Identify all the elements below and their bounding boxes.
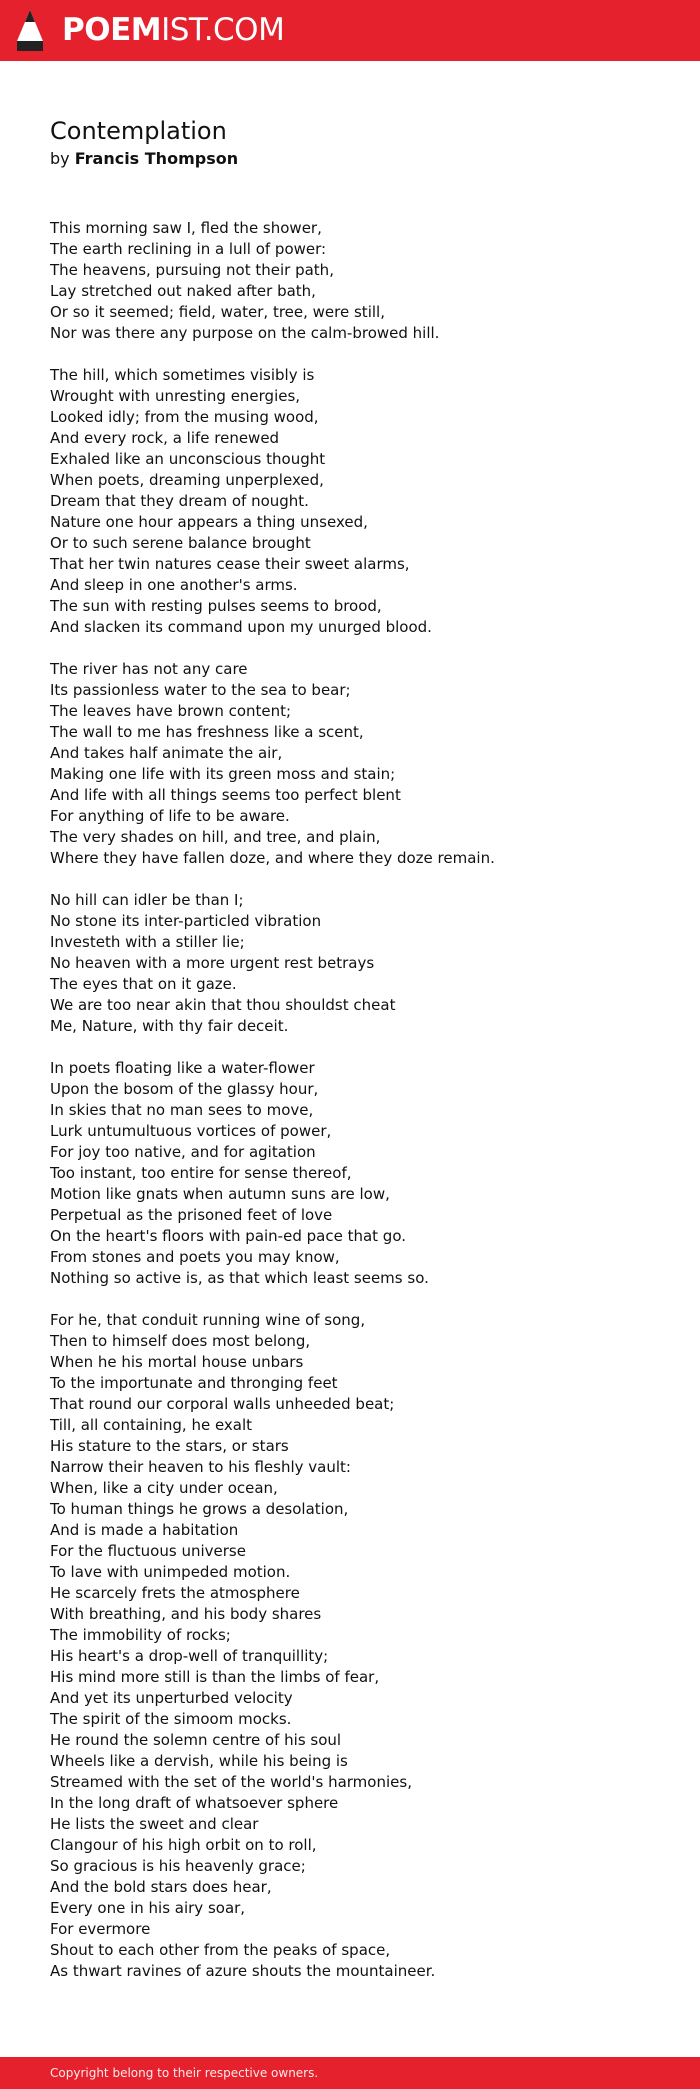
poem-line: Exhaled like an unconscious thought	[50, 450, 326, 468]
site-logo[interactable]	[62, 12, 285, 48]
poem-line: The sun with resting pulses seems to brood,	[50, 597, 382, 615]
poem-line: Upon the bosom of the glassy hour,	[50, 1080, 319, 1098]
poem-line: And the bold stars does hear,	[50, 1878, 272, 1896]
poem-line: When he his mortal house unbars	[50, 1353, 304, 1371]
poem-line: Then to himself does most belong,	[50, 1332, 311, 1350]
poem-line: For joy too native, and for agitation	[50, 1143, 316, 1161]
poem-line: To lave with unimpeded motion.	[50, 1563, 291, 1581]
poem-line: He scarcely frets the atmosphere	[50, 1584, 300, 1602]
poem-line: Perpetual as the prisoned feet of love	[50, 1206, 333, 1224]
poem-line: For anything of life to be aware.	[50, 807, 290, 825]
poem-line: From stones and poets you may know,	[50, 1248, 340, 1266]
logo-bold-text: POEM	[62, 12, 162, 48]
poem-line: As thwart ravines of azure shouts the mountaineer.	[50, 1962, 436, 1980]
poem-line: And takes half animate the air,	[50, 744, 283, 762]
poem-body	[50, 218, 670, 2003]
poem-stanza	[50, 365, 670, 638]
poem-line: And every rock, a life renewed	[50, 429, 280, 447]
poem-line: Or so it seemed; field, water, tree, were still,	[50, 303, 385, 321]
poem-line: And yet its unperturbed velocity	[50, 1689, 293, 1707]
poem-line: No heaven with a more urgent rest betrays	[50, 954, 375, 972]
poem-line: No hill can idler be than I;	[50, 891, 244, 909]
by-label: by	[50, 149, 70, 168]
poem-line: Nor was there any purpose on the calm-browed hill.	[50, 324, 440, 342]
poem-stanza	[50, 1310, 670, 1982]
poem-line: When, like a city under ocean,	[50, 1479, 278, 1497]
poem-line: Wrought with unresting energies,	[50, 387, 301, 405]
poem-line: Clangour of his high orbit on to roll,	[50, 1836, 317, 1854]
poem-line: His stature to the stars, or stars	[50, 1437, 289, 1455]
poem-line: Nothing so active is, as that which least seems so.	[50, 1269, 429, 1287]
poem-line: Making one life with its green moss and stain;	[50, 765, 396, 783]
poem-line: Every one in his airy soar,	[50, 1899, 246, 1917]
poem-line: Investeth with a stiller lie;	[50, 933, 245, 951]
poem-line: The spirit of the simoom mocks.	[50, 1710, 292, 1728]
poem-line: The wall to me has freshness like a scent,	[50, 723, 364, 741]
poem-line: Narrow their heaven to his fleshly vault:	[50, 1458, 351, 1476]
poem-stanza	[50, 1058, 670, 1289]
poem-line: And sleep in one another's arms.	[50, 576, 298, 594]
poem-line: Shout to each other from the peaks of space,	[50, 1941, 391, 1959]
poem-line: That round our corporal walls unheeded beat;	[50, 1395, 395, 1413]
poem-line: In skies that no man sees to move,	[50, 1101, 314, 1119]
poem-line: The earth reclining in a lull of power:	[50, 240, 327, 258]
poem-line: Dream that they dream of nought.	[50, 492, 309, 510]
poem-stanza	[50, 218, 670, 344]
poem-line: The eyes that on it gaze.	[50, 975, 237, 993]
poem-line: To the importunate and thronging feet	[50, 1374, 338, 1392]
poem-line: His heart's a drop-well of tranquillity;	[50, 1647, 329, 1665]
poem-line: We are too near akin that thou shouldst cheat	[50, 996, 396, 1014]
poem-line: Streamed with the set of the world's harmonies,	[50, 1773, 412, 1791]
poem-line: When poets, dreaming unperplexed,	[50, 471, 324, 489]
poem-line: Nature one hour appears a thing unsexed,	[50, 513, 368, 531]
poem-line: And slacken its command upon my unurged blood.	[50, 618, 432, 636]
poem-line: The hill, which sometimes visibly is	[50, 366, 315, 384]
poem-line: Lurk untumultuous vortices of power,	[50, 1122, 332, 1140]
poem-line: So gracious is his heavenly grace;	[50, 1857, 306, 1875]
poem-line: No stone its inter-particled vibration	[50, 912, 322, 930]
poem-line: Looked idly; from the musing wood,	[50, 408, 319, 426]
poem-line: Motion like gnats when autumn suns are low,	[50, 1185, 390, 1203]
poem-line: He lists the sweet and clear	[50, 1815, 259, 1833]
copyright-text: Copyright belong to their respective owners.	[50, 2066, 319, 2080]
poem-byline	[50, 147, 238, 171]
poem-line: Too instant, too entire for sense thereof,	[50, 1164, 352, 1182]
poem-line: Till, all containing, he exalt	[50, 1416, 253, 1434]
poem-line: The immobility of rocks;	[50, 1626, 231, 1644]
poem-line: The leaves have brown content;	[50, 702, 292, 720]
poem-line: For he, that conduit running wine of song,	[50, 1311, 366, 1329]
poem-stanza	[50, 890, 670, 1037]
poem-line: Lay stretched out naked after bath,	[50, 282, 316, 300]
poem-line: And is made a habitation	[50, 1521, 239, 1539]
poem-line: Wheels like a dervish, while his being is	[50, 1752, 348, 1770]
poem-line: For evermore	[50, 1920, 151, 1938]
pencil-tip-icon[interactable]	[17, 10, 43, 51]
poem-line: This morning saw I, fled the shower,	[50, 219, 322, 237]
poem-line: The very shades on hill, and tree, and plain,	[50, 828, 381, 846]
poem-line: In the long draft of whatsoever sphere	[50, 1794, 339, 1812]
poem-line: On the heart's floors with pain-ed pace that go.	[50, 1227, 407, 1245]
poem-line: In poets floating like a water-flower	[50, 1059, 315, 1077]
poem-line: Me, Nature, with thy fair deceit.	[50, 1017, 289, 1035]
logo-light-text: IST.COM	[161, 12, 285, 48]
poem-line: The river has not any care	[50, 660, 248, 678]
poem-line: To human things he grows a desolation,	[50, 1500, 349, 1518]
poem-line: The heavens, pursuing not their path,	[50, 261, 334, 279]
poem-title: Contemplation	[50, 117, 227, 145]
poem-line: Its passionless water to the sea to bear;	[50, 681, 351, 699]
poem-line: Or to such serene balance brought	[50, 534, 311, 552]
site-footer	[0, 2057, 700, 2089]
site-header	[0, 0, 700, 61]
poem-line: For the fluctuous universe	[50, 1542, 246, 1560]
poem-line: And life with all things seems too perfect blent	[50, 786, 401, 804]
poem-line: He round the solemn centre of his soul	[50, 1731, 342, 1749]
poem-author: Francis Thompson	[74, 149, 239, 168]
poem-line: His mind more still is than the limbs of fear,	[50, 1668, 380, 1686]
poem-line: With breathing, and his body shares	[50, 1605, 322, 1623]
poem-line: That her twin natures cease their sweet alarms,	[50, 555, 410, 573]
poem-stanza	[50, 659, 670, 869]
poem-line: Where they have fallen doze, and where they doze remain.	[50, 849, 495, 867]
